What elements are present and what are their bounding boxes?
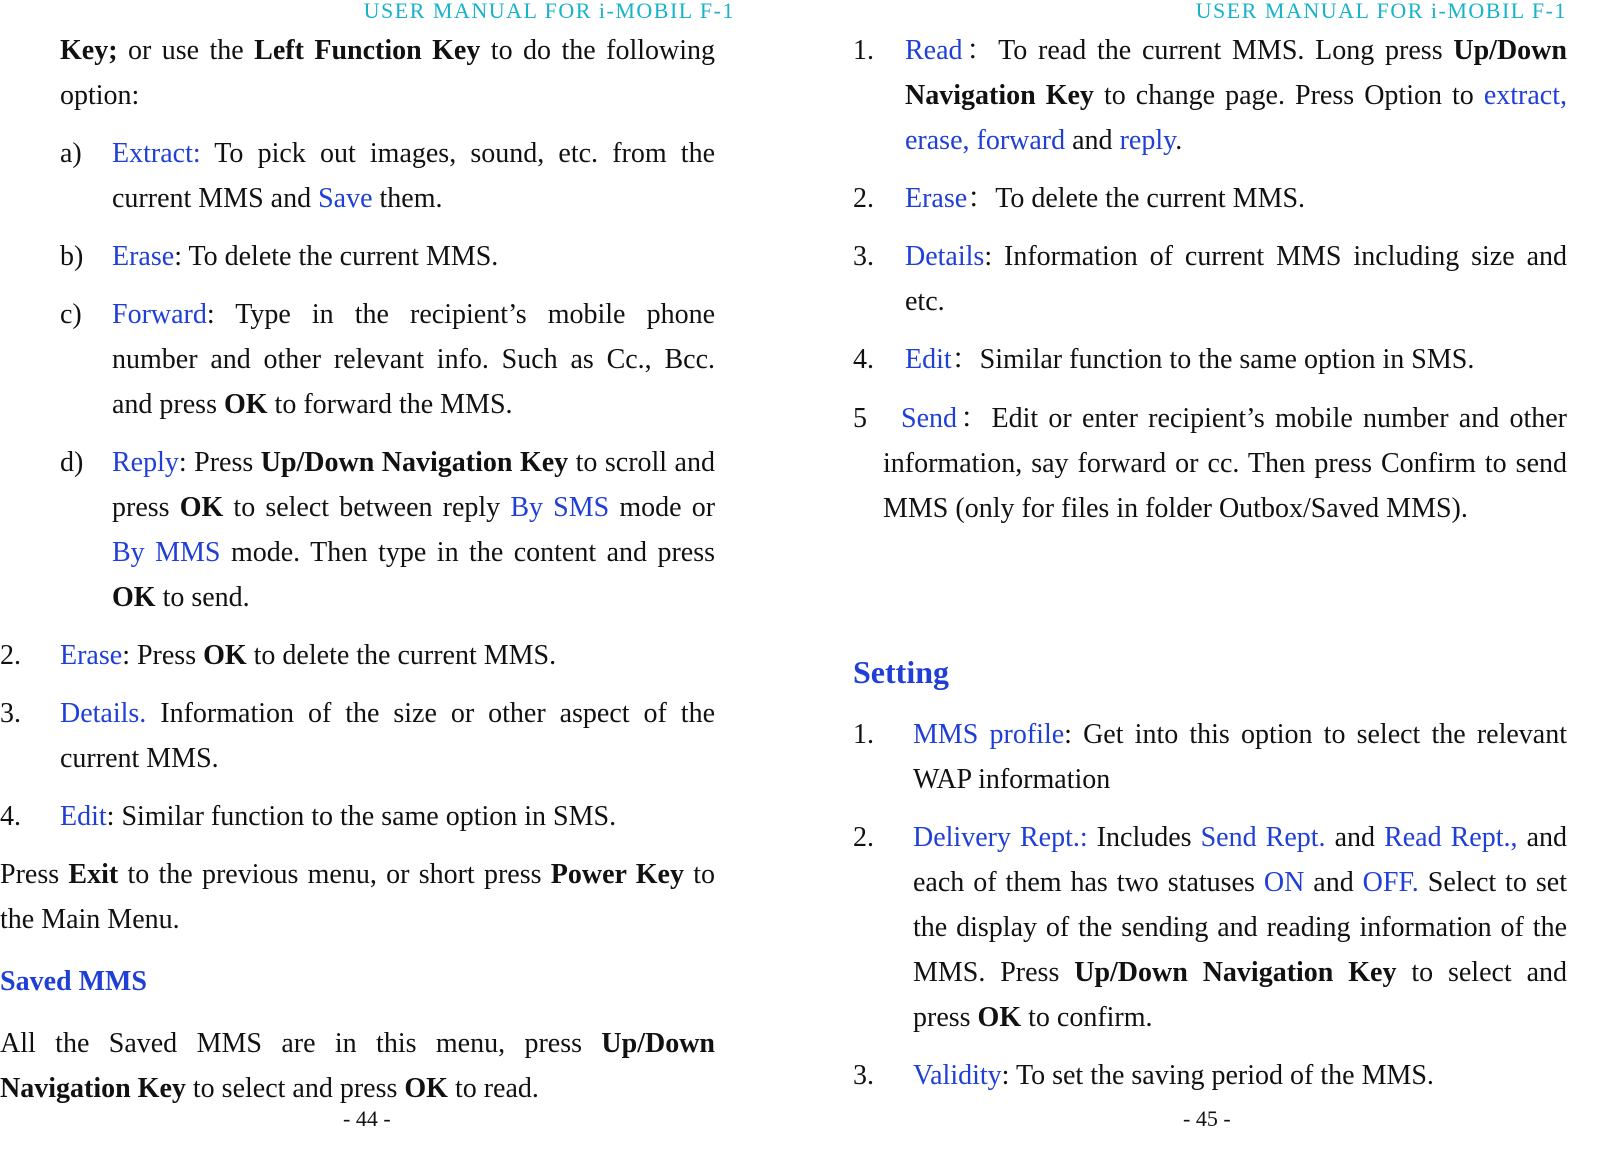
press-exit-paragraph: Press Exit to the previous menu, or short press Power Key to the Main Menu. (0, 859, 715, 935)
list-marker: 2. (0, 640, 21, 671)
list-marker: 3. (853, 1060, 874, 1091)
list-marker: a) (60, 138, 82, 169)
right-page (850, 0, 1612, 1168)
list-item: Validity: To set the saving period of the MMS. (913, 1060, 1434, 1091)
option-label: Send Rept. (1200, 822, 1326, 853)
list-marker: 2. (853, 822, 874, 853)
bold-text: Key; (60, 35, 118, 66)
list-item: Edit: Similar function to the same option in SMS. (60, 801, 617, 832)
list-marker: 5 (853, 403, 867, 434)
list-item: Extract: To pick out images, sound, etc. from the current MMS and Save them. (112, 138, 715, 214)
option-label: Erase (112, 241, 175, 272)
list-marker: c) (60, 299, 82, 330)
list-marker: 2. (853, 183, 874, 214)
option-label: extract, erase, forward (905, 80, 1568, 156)
option-label: Details (905, 241, 985, 272)
option-label: Erase (60, 640, 123, 671)
list-marker: 1. (853, 719, 874, 750)
list-item: Erase：To delete the current MMS. (905, 183, 1306, 214)
list-marker: 1. (853, 35, 874, 66)
list-marker: b) (60, 241, 84, 272)
left-page (0, 0, 735, 1168)
option-label: Erase (905, 183, 968, 214)
section-heading-saved-mms: Saved MMS (0, 966, 147, 997)
saved-mms-paragraph: All the Saved MMS are in this menu, press Up/Down Navigation Key to select and press OK to read. (0, 1028, 715, 1104)
list-item: Forward: Type in the recipient’s mobile phone number and other relevant info. Such as Cc., Bcc. and press OK to forward the MMS. (112, 299, 715, 420)
section-heading-setting: Setting (853, 654, 949, 690)
option-label: MMS profile (913, 719, 1065, 750)
option-label: Delivery Rept.: (913, 822, 1088, 853)
option-label: By SMS (510, 492, 610, 523)
page-number: - 45 - (1183, 1106, 1231, 1131)
list-marker: 3. (853, 241, 874, 272)
list-marker: d) (60, 447, 84, 478)
list-item: Send：Edit or enter recipient’s mobile number and other information, say forward or cc. Then press Confirm to send MMS (only for files in folder Outbox/Saved MMS). (883, 403, 1567, 524)
option-label: reply (1119, 125, 1176, 156)
list-item: MMS profile: Get into this option to select the relevant WAP information (913, 719, 1568, 795)
option-label: Reply (112, 447, 179, 478)
page-header: USER MANUAL FOR i-MOBIL F-1 (363, 0, 735, 23)
list-marker: 4. (853, 344, 874, 375)
list-marker: 4. (0, 801, 21, 832)
option-label: ON (1263, 867, 1305, 898)
option-label: Edit (905, 344, 952, 375)
list-item: Reply: Press Up/Down Navigation Key to scroll and press OK to select between reply By SMS mode or By MMS mode. Then type in the content and press OK to send. (112, 447, 716, 613)
option-label: Edit (60, 801, 107, 832)
list-item: Read：To read the current MMS. Long press Up/Down Navigation Key to change page. Press Option to extract, erase, forward and reply. (905, 35, 1568, 156)
option-label: By MMS (112, 537, 221, 568)
option-label: Send (901, 403, 957, 434)
page-number: - 44 - (343, 1106, 391, 1131)
option-label: OFF. (1362, 867, 1419, 898)
list-item: Erase: To delete the current MMS. (112, 241, 499, 272)
list-item: Edit：Similar function to the same option in SMS. (905, 344, 1475, 375)
list-item: Erase: Press OK to delete the current MMS. (60, 640, 557, 671)
page-header: USER MANUAL FOR i-MOBIL F-1 (1195, 0, 1567, 23)
option-label: Save (318, 183, 373, 214)
option-label: Validity (913, 1060, 1002, 1091)
intro-paragraph: Key; or use the Left Function Key to do the following option: (60, 35, 715, 111)
list-item: Details: Information of current MMS including size and etc. (905, 241, 1567, 317)
list-item: Delivery Rept.: Includes Send Rept. and Read Rept., and each of them has two statuses ON and OFF. Select to set the display of the sending and reading information of the MMS. Press Up/Down Navigation Key to select and press OK to confirm. (913, 822, 1568, 1033)
option-label: Read (905, 35, 963, 66)
option-label: Extract: (112, 138, 201, 169)
list-marker: 3. (0, 698, 21, 729)
bold-text: Left Function Key (254, 35, 481, 66)
option-label: Read Rept., (1384, 822, 1518, 853)
list-item: Details. Information of the size or other aspect of the current MMS. (60, 698, 715, 774)
option-label: Details. (60, 698, 147, 729)
option-label: Forward (112, 299, 207, 330)
